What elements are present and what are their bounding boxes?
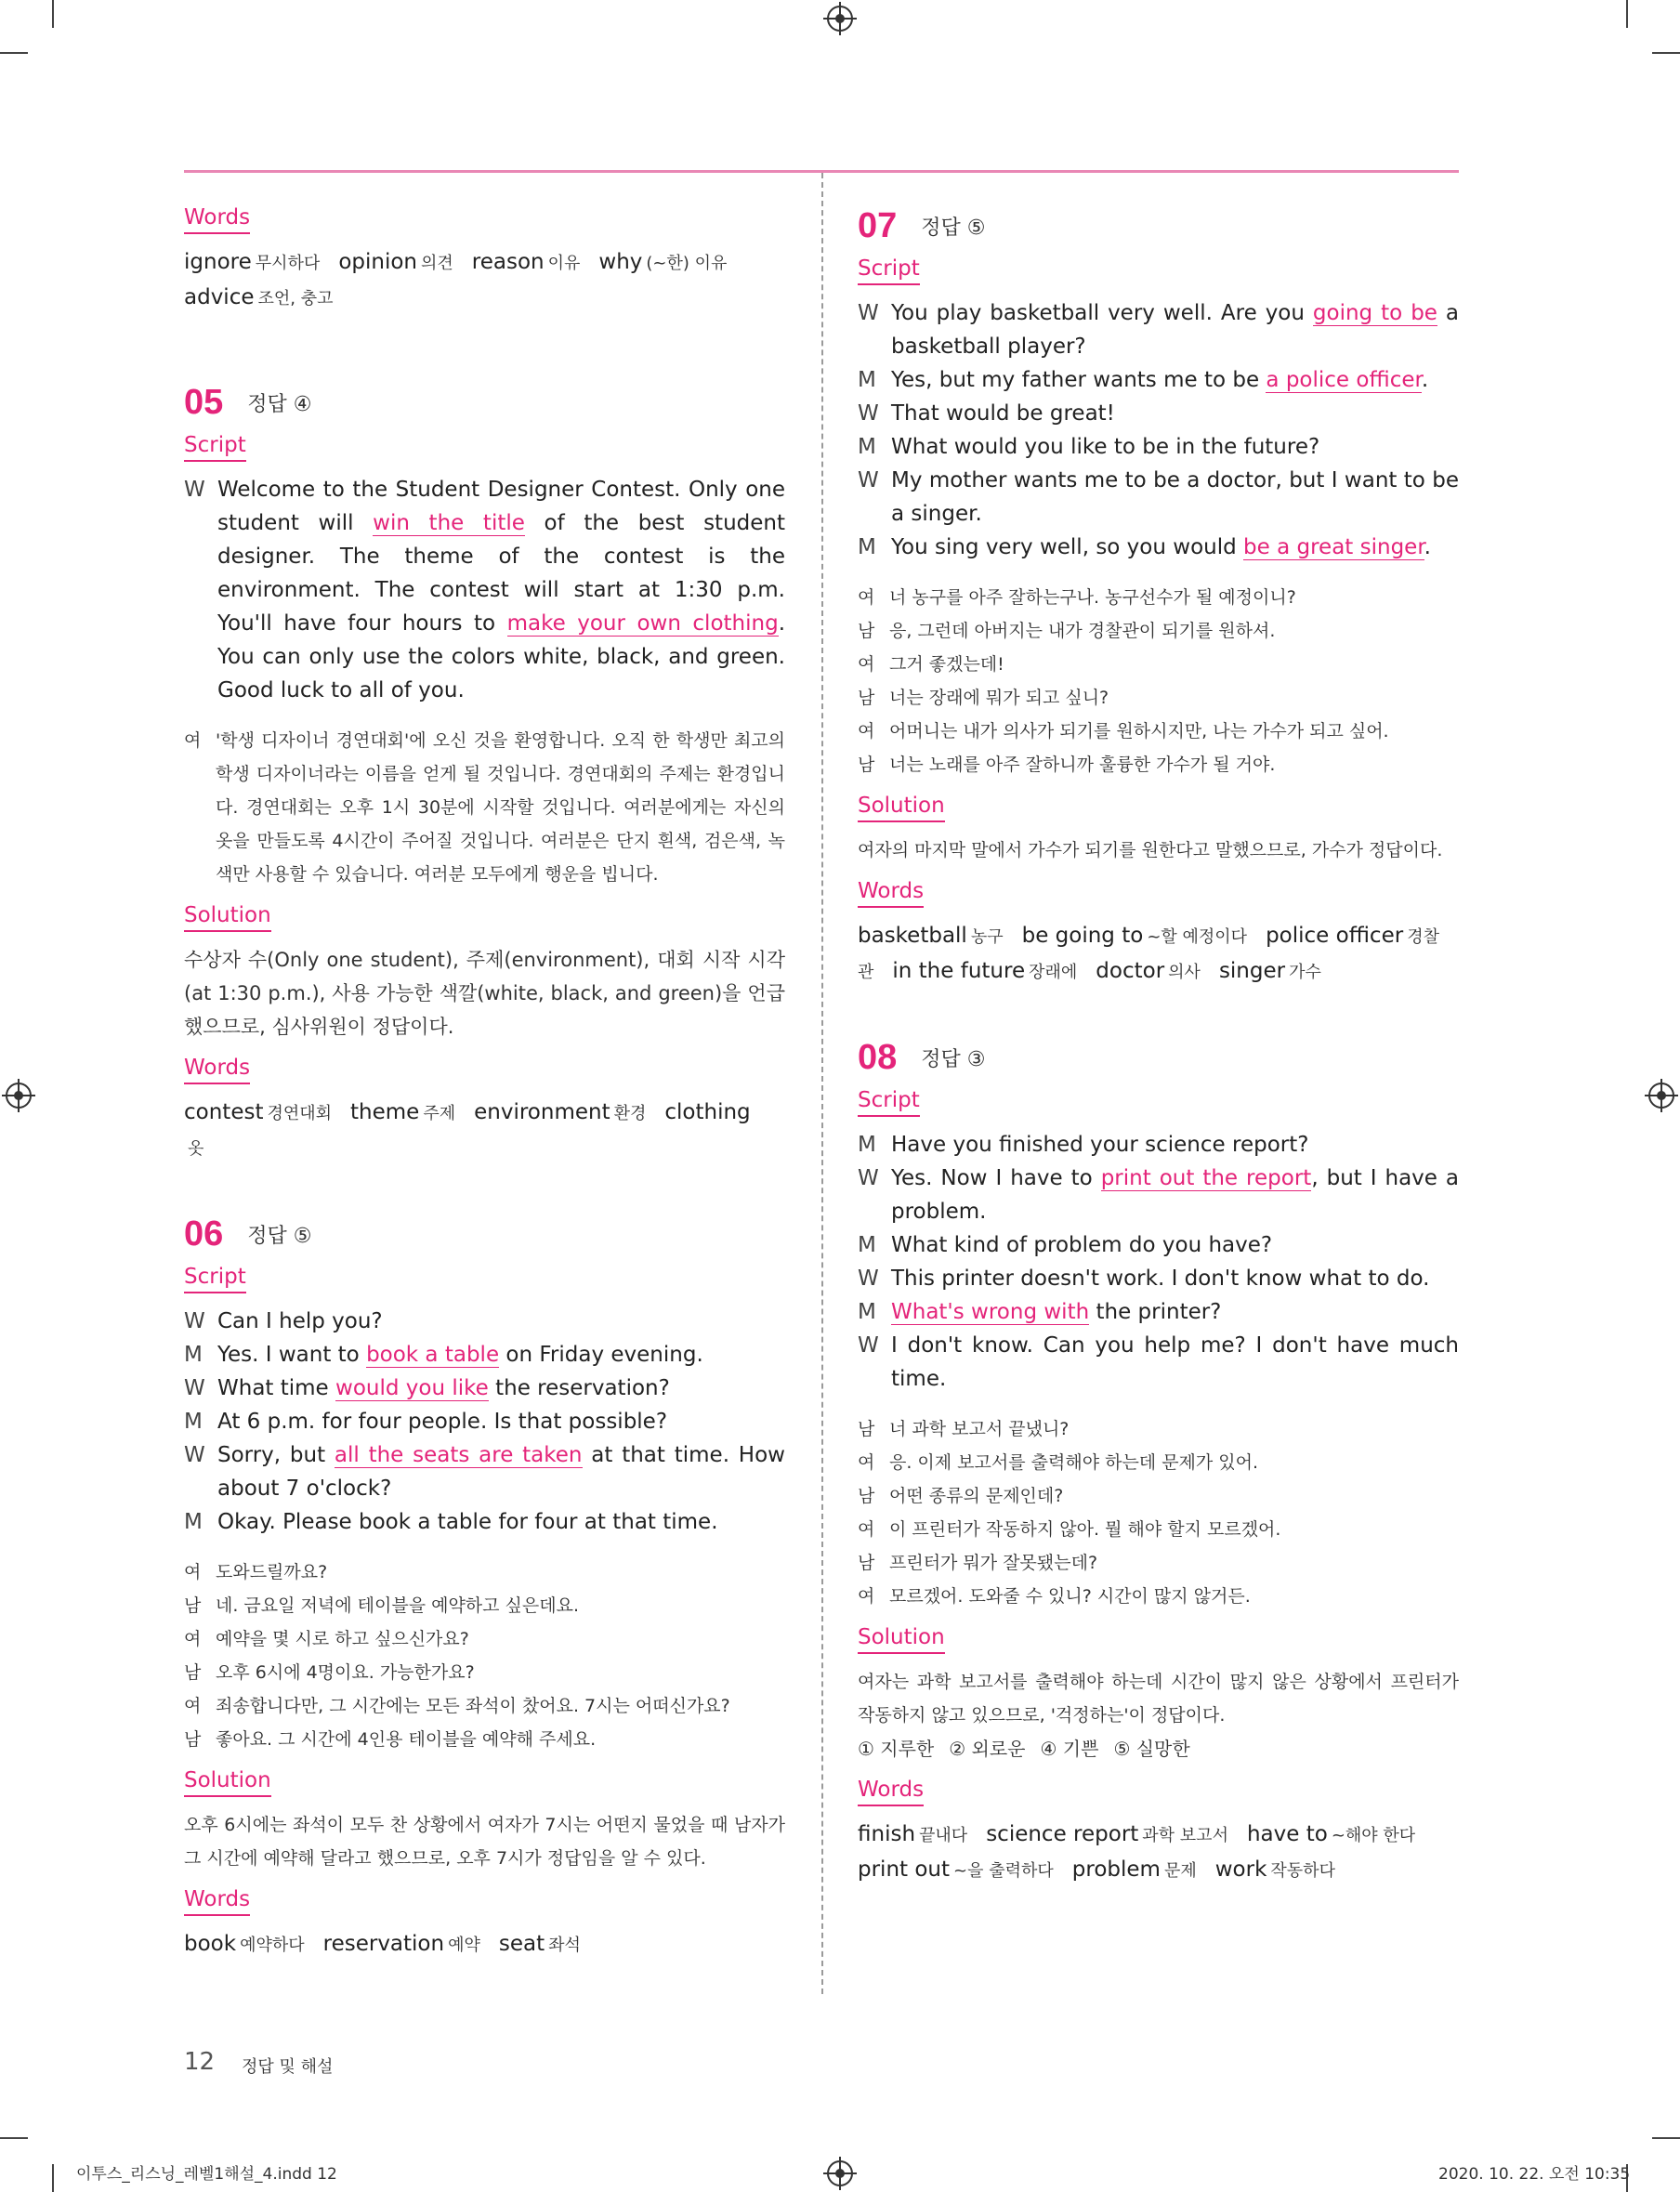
speaker-label: 여 — [184, 730, 202, 751]
script-text — [891, 1262, 1459, 1295]
translation-text: 도와드릴까요? — [216, 1562, 328, 1582]
word-en: why — [598, 250, 643, 274]
word-list — [858, 1818, 1459, 1888]
speaker-label: W — [858, 401, 879, 426]
speaker-label: 남 — [858, 755, 875, 775]
word-en: reservation — [322, 1932, 445, 1956]
script-text — [217, 1505, 785, 1539]
script-text — [891, 397, 1459, 430]
word-list — [184, 1927, 785, 1962]
korean-translation — [858, 1412, 1459, 1613]
solution-text: 수상자 수(Only one student), 주제(environment), 대회 시작 시각(at 1:30 p.m.), 사용 가능한 색깔(white, black, and green)을 언급했으므로, 심사위원이 정답이다. — [184, 949, 785, 1038]
speaker-label: 여 — [184, 1696, 202, 1716]
text-run: Welcome to the Student Designer Contest. Only one student will — [217, 478, 785, 535]
translation-text: 프린터가 뭐가 잘못됐는데? — [889, 1553, 1098, 1573]
translation-line — [858, 581, 1459, 614]
section-title: Solution — [184, 1767, 271, 1797]
script-section — [858, 1087, 1459, 1396]
word-en: seat — [498, 1932, 545, 1956]
script-text — [891, 1128, 1459, 1162]
crop-mark — [1652, 52, 1680, 54]
section-title: Words — [184, 1886, 250, 1916]
word-en: advice — [184, 285, 255, 309]
translation-line — [858, 1580, 1459, 1613]
section-title: Words — [858, 1777, 924, 1806]
right-column — [858, 206, 1459, 1888]
script-section — [858, 256, 1459, 564]
key-phrase: would you like — [335, 1376, 489, 1400]
option-item: ① 지루한 — [858, 1738, 935, 1760]
text-run: a basketball player? — [891, 301, 1460, 359]
question-header — [858, 206, 1459, 246]
word-ko: 문제 — [1163, 1861, 1197, 1881]
speaker-label: M — [184, 1410, 203, 1434]
word-ko: 무시하다 — [255, 254, 321, 273]
script-line — [184, 1405, 785, 1438]
key-phrase: win the title — [373, 511, 525, 535]
translation-text: 오후 6시에 4명이요. 가능한가요? — [216, 1662, 475, 1683]
translation-text: 너 과학 보고서 끝냈니? — [889, 1419, 1070, 1439]
speaker-label: M — [858, 435, 876, 459]
speaker-label: 남 — [184, 1662, 202, 1683]
word-en: contest — [184, 1100, 264, 1124]
text-run: I don't know. Can you help me? I don't have much time. — [891, 1333, 1459, 1391]
question-06 — [184, 1214, 785, 1962]
key-phrase: print out the report — [1100, 1166, 1312, 1190]
section-title: Words — [858, 878, 924, 908]
translation-text: 어머니는 내가 의사가 되기를 원하시지만, 나는 가수가 되고 싶어. — [889, 721, 1389, 742]
script-text — [217, 1305, 785, 1338]
word-ko: 예약하다 — [240, 1936, 305, 1955]
word-en: environment — [474, 1100, 610, 1124]
script-lines — [858, 1128, 1459, 1396]
question-header — [858, 1038, 1459, 1078]
speaker-label: 여 — [858, 1519, 875, 1540]
speaker-label: W — [858, 1166, 879, 1190]
translation-text: 응. 이제 보고서를 출력해야 하는데 문제가 있어. — [889, 1452, 1259, 1473]
script-line — [858, 397, 1459, 430]
script-text — [891, 1228, 1459, 1262]
print-slug-date: 2020. 10. 22. 오전 10:35 — [1438, 2165, 1631, 2184]
question-number: 05 — [184, 383, 224, 422]
script-line — [858, 531, 1459, 564]
text-run: on Friday evening. — [499, 1343, 703, 1367]
translation-text: 이 프린터가 작동하지 않아. 뭘 해야 할지 모르겠어. — [889, 1519, 1281, 1540]
words-section — [184, 1055, 785, 1166]
script-text — [217, 1405, 785, 1438]
script-text — [891, 1295, 1459, 1329]
speaker-label: 남 — [858, 688, 875, 708]
translation-text: 예약을 몇 시로 하고 싶으신가요? — [216, 1629, 469, 1649]
translation-line — [858, 1446, 1459, 1479]
section-title: Script — [184, 1264, 246, 1293]
speaker-label: 남 — [858, 1553, 875, 1573]
word-ko: ~을 출력하다 — [953, 1861, 1054, 1881]
translation-line — [858, 715, 1459, 748]
key-phrase: be a great singer — [1243, 535, 1424, 559]
translation-line — [184, 724, 785, 891]
word-en: doctor — [1096, 959, 1165, 983]
script-line — [858, 1329, 1459, 1396]
text-run: . — [1424, 535, 1431, 559]
speaker-label: W — [858, 1333, 879, 1358]
word-en: basketball — [858, 924, 967, 948]
translation-text: 죄송합니다만, 그 시간에는 모든 좌석이 찼어요. 7시는 어떠신가요? — [216, 1696, 730, 1716]
text-run: Sorry, but — [217, 1443, 335, 1467]
speaker-label: 여 — [858, 587, 875, 608]
solution-text: 여자는 과학 보고서를 출력해야 하는데 시간이 많지 않은 상황에서 프린터가 작동하지 않고 있으므로, '걱정하는'이 정답이다. — [858, 1672, 1459, 1726]
option-item: ⑤ 실망한 — [1113, 1738, 1190, 1760]
word-en: be going to — [1021, 924, 1144, 948]
answer-label: 정답 ⑤ — [921, 217, 986, 240]
speaker-label: 남 — [858, 621, 875, 641]
word-en: book — [184, 1932, 237, 1956]
print-slug-file: 이투스_리스닝_레벨1해설_4.indd 12 — [76, 2165, 337, 2184]
solution-section — [184, 1767, 785, 1875]
question-07 — [858, 206, 1459, 990]
translation-line — [184, 1555, 785, 1589]
speaker-label: 남 — [184, 1729, 202, 1750]
text-run: You sing very well, so you would — [891, 535, 1244, 559]
word-en: opinion — [338, 250, 417, 274]
translation-line — [858, 1513, 1459, 1546]
words-block — [184, 204, 785, 316]
registration-mark-icon — [6, 1083, 32, 1109]
crop-mark — [0, 52, 28, 54]
section-title: Words — [184, 1055, 250, 1084]
word-ko: 과학 보고서 — [1142, 1826, 1228, 1845]
word-en: have to — [1246, 1822, 1328, 1846]
word-ko: 경연대회 — [267, 1104, 333, 1123]
word-ko: (~한) 이유 — [646, 254, 728, 273]
word-ko: 이유 — [547, 254, 581, 273]
text-run: , but I have a problem. — [891, 1166, 1460, 1224]
word-list — [858, 919, 1459, 990]
text-run: Yes. I want to — [217, 1343, 367, 1367]
script-line — [858, 430, 1459, 464]
script-line — [184, 1438, 785, 1505]
text-run: the reservation? — [488, 1376, 670, 1400]
word-ko: 의견 — [421, 254, 453, 273]
translation-line — [858, 614, 1459, 648]
script-line — [184, 473, 785, 707]
key-phrase: make your own clothing — [506, 611, 779, 636]
korean-translation — [184, 724, 785, 891]
speaker-label: W — [858, 468, 879, 492]
word-en: reason — [471, 250, 545, 274]
speaker-label: M — [858, 1233, 876, 1257]
question-header — [184, 1214, 785, 1254]
text-run: . — [1421, 368, 1429, 392]
option-item: ④ 기쁜 — [1040, 1738, 1099, 1760]
key-phrase: What's wrong with — [891, 1300, 1090, 1324]
answer-label: 정답 ④ — [247, 393, 312, 416]
answer-label: 정답 ⑤ — [247, 1225, 312, 1248]
word-list — [184, 1096, 785, 1166]
key-phrase: a police officer — [1266, 368, 1422, 392]
word-ko: 가수 — [1289, 963, 1321, 982]
korean-translation — [184, 1555, 785, 1756]
translation-text: 너는 노래를 아주 잘하니까 훌륭한 가수가 될 거야. — [889, 755, 1276, 775]
speaker-label: M — [858, 535, 876, 559]
option-item: ② 외로운 — [949, 1738, 1026, 1760]
speaker-label: 여 — [858, 1452, 875, 1473]
script-line — [184, 1372, 785, 1405]
translation-line — [184, 1723, 785, 1756]
key-phrase: book a table — [366, 1343, 500, 1367]
text-run: This printer doesn't work. I don't know what to do. — [891, 1267, 1430, 1291]
speaker-label: 남 — [184, 1595, 202, 1616]
word-ko: 예약 — [448, 1936, 480, 1955]
script-line — [858, 363, 1459, 397]
words-section — [858, 878, 1459, 990]
solution-section — [858, 793, 1459, 867]
left-column — [184, 204, 785, 1962]
section-title: Solution — [858, 1624, 945, 1654]
script-text — [217, 473, 785, 707]
word-en: work — [1214, 1857, 1267, 1882]
script-text — [217, 1372, 785, 1405]
crop-mark — [1626, 0, 1628, 28]
word-en: finish — [858, 1822, 916, 1846]
speaker-label: 남 — [858, 1486, 875, 1506]
section-title: Script — [858, 1087, 920, 1117]
word-ko: 경찰관 — [858, 927, 1439, 982]
question-number: 08 — [858, 1038, 898, 1077]
speaker-label: W — [184, 1376, 205, 1400]
question-header — [184, 383, 785, 423]
page-number: 12 — [184, 2048, 216, 2076]
script-line — [858, 1262, 1459, 1295]
script-line — [184, 1305, 785, 1338]
script-text — [891, 363, 1459, 397]
section-title: Words — [184, 204, 250, 234]
speaker-label: M — [184, 1510, 203, 1534]
speaker-label: W — [858, 301, 879, 325]
speaker-label: 여 — [858, 654, 875, 675]
script-text — [891, 1162, 1459, 1228]
word-ko: ~할 예정이다 — [1147, 927, 1248, 947]
word-ko: 옷 — [188, 1139, 204, 1159]
answer-label: 정답 ③ — [921, 1048, 986, 1071]
question-08 — [858, 1038, 1459, 1888]
section-title: Script — [858, 256, 920, 285]
answer-options — [858, 1732, 1459, 1765]
speaker-label: M — [858, 1300, 876, 1324]
text-run: That would be great! — [891, 401, 1115, 426]
speaker-label: W — [184, 478, 205, 502]
translation-text: 너 농구를 아주 잘하는구나. 농구선수가 될 예정이니? — [889, 587, 1296, 608]
question-05 — [184, 383, 785, 1166]
column-divider — [821, 173, 823, 1994]
translation-line — [858, 1412, 1459, 1446]
script-line — [858, 1128, 1459, 1162]
word-en: clothing — [664, 1100, 751, 1124]
speaker-label: M — [858, 368, 876, 392]
korean-translation — [858, 581, 1459, 781]
key-phrase: going to be — [1312, 301, 1437, 325]
word-ko: 주제 — [423, 1104, 456, 1123]
registration-mark-icon — [827, 2160, 853, 2186]
script-line — [858, 296, 1459, 363]
solution-text: 오후 6시에는 좌석이 모두 찬 상황에서 여자가 7시는 어떤지 물었을 때 남자가 그 시간에 예약해 달라고 했으므로, 오후 7시가 정답임을 알 수 있다. — [184, 1815, 785, 1869]
speaker-label: 여 — [184, 1562, 202, 1582]
word-ko: 농구 — [970, 927, 1004, 947]
script-text — [891, 430, 1459, 464]
text-run: . You can only use the colors white, black, and green. Good luck to all of you. — [217, 611, 785, 702]
word-list — [184, 245, 785, 316]
script-line — [858, 1295, 1459, 1329]
translation-text: 응, 그런데 아버지는 내가 경찰관이 되기를 원하셔. — [889, 621, 1276, 641]
script-line — [184, 1505, 785, 1539]
section-title: Script — [184, 432, 246, 462]
word-en: science report — [986, 1822, 1139, 1846]
word-ko: 끝내다 — [919, 1826, 968, 1845]
speaker-label: 남 — [858, 1419, 875, 1439]
key-phrase: all the seats are taken — [334, 1443, 583, 1467]
text-run: My mother wants me to be a doctor, but I want to be a singer. — [891, 468, 1459, 526]
text-run: Okay. Please book a table for four at that time. — [217, 1510, 718, 1534]
translation-text: '학생 디자이너 경연대회'에 오신 것을 환영합니다. 오직 한 학생만 최고의 학생 디자이너라는 이름을 얻게 될 것입니다. 경연대회의 주제는 환경입니다. 경연대회는 오후 1시 30분에 시작할 것입니다. 여러분에게는 자신의 옷을 만들도록 4시간이 주어질 것입니다. 여러분은 단지 흰색, 검은색, 녹색만 사용할 수 있습니다. 여러분 모두에게 행운을 빕니다. — [216, 730, 785, 885]
crop-mark — [52, 2164, 54, 2192]
solution-section — [858, 1624, 1459, 1765]
text-run: of the best student designer. The theme of the contest is the environment. The contest will start at 1:30 p.m. You'll have four hours to — [217, 511, 785, 636]
crop-mark — [0, 2137, 28, 2139]
translation-text: 네. 금요일 저녁에 테이블을 예약하고 싶은데요. — [216, 1595, 580, 1616]
section-title: Solution — [858, 793, 945, 822]
script-text — [217, 1338, 785, 1372]
script-line — [858, 464, 1459, 531]
registration-mark-icon — [827, 6, 853, 32]
translation-line — [858, 1546, 1459, 1580]
translation-line — [184, 1589, 785, 1622]
translation-text: 어떤 종류의 문제인데? — [889, 1486, 1064, 1506]
word-ko: 의사 — [1168, 963, 1201, 982]
word-ko: 조언, 충고 — [257, 289, 334, 308]
script-section — [184, 1264, 785, 1539]
text-run: Can I help you? — [217, 1309, 383, 1333]
word-en: in the future — [892, 959, 1026, 983]
translation-line — [858, 748, 1459, 781]
word-en: ignore — [184, 250, 252, 274]
script-text — [217, 1438, 785, 1505]
translation-line — [184, 1689, 785, 1723]
text-run: Have you finished your science report? — [891, 1133, 1309, 1157]
word-ko: 장래에 — [1029, 963, 1078, 982]
word-ko: 작동하다 — [1270, 1861, 1335, 1881]
speaker-label: W — [184, 1309, 205, 1333]
question-number: 06 — [184, 1214, 224, 1254]
text-run: Yes, but my father wants me to be — [891, 368, 1267, 392]
translation-line — [184, 1622, 785, 1656]
crop-mark — [1652, 2137, 1680, 2139]
translation-line — [858, 681, 1459, 715]
script-line — [184, 1338, 785, 1372]
speaker-label: W — [184, 1443, 205, 1467]
word-en: police officer — [1266, 924, 1404, 948]
text-run: at that time. How about 7 o'clock? — [217, 1443, 785, 1501]
translation-text: 모르겠어. 도와줄 수 있니? 시간이 많지 않거든. — [889, 1586, 1251, 1607]
script-lines — [184, 473, 785, 707]
speaker-label: 여 — [858, 721, 875, 742]
script-text — [891, 1329, 1459, 1396]
solution-text: 여자의 마지막 말에서 가수가 되기를 원한다고 말했으므로, 가수가 정답이다. — [858, 840, 1443, 860]
word-ko: 환경 — [613, 1104, 647, 1123]
script-line — [858, 1228, 1459, 1262]
text-run: What kind of problem do you have? — [891, 1233, 1273, 1257]
speaker-label: M — [858, 1133, 876, 1157]
speaker-label: 여 — [858, 1586, 875, 1607]
text-run: the printer? — [1089, 1300, 1222, 1324]
text-run: Yes. Now I have to — [891, 1166, 1101, 1190]
translation-line — [184, 1656, 785, 1689]
speaker-label: M — [184, 1343, 203, 1367]
solution-section — [184, 902, 785, 1043]
question-number: 07 — [858, 206, 898, 245]
translation-line — [858, 1479, 1459, 1513]
section-title: Solution — [184, 902, 271, 932]
script-line — [858, 1162, 1459, 1228]
script-lines — [858, 296, 1459, 564]
footer-label: 정답 및 해설 — [242, 2057, 334, 2077]
speaker-label: W — [858, 1267, 879, 1291]
crop-mark — [52, 0, 54, 28]
text-run: You play basketball very well. Are you — [891, 301, 1313, 325]
translation-text: 너는 장래에 뭐가 되고 싶니? — [889, 688, 1109, 708]
translation-text: 그거 좋겠는데! — [889, 654, 1004, 675]
script-lines — [184, 1305, 785, 1539]
text-run: What time — [217, 1376, 336, 1400]
script-text — [891, 296, 1459, 363]
word-ko: ~해야 한다 — [1331, 1826, 1416, 1845]
word-en: singer — [1218, 959, 1286, 983]
script-text — [891, 531, 1459, 564]
word-en: problem — [1071, 1857, 1161, 1882]
word-en: print out — [858, 1857, 951, 1882]
script-section — [184, 432, 785, 707]
text-run: What would you like to be in the future? — [891, 435, 1320, 459]
translation-line — [858, 648, 1459, 681]
word-ko: 좌석 — [548, 1936, 581, 1955]
words-section — [184, 1886, 785, 1962]
translation-text: 좋아요. 그 시간에 4인용 테이블을 예약해 주세요. — [216, 1729, 597, 1750]
script-text — [891, 464, 1459, 531]
words-section — [858, 1777, 1459, 1888]
registration-mark-icon — [1648, 1083, 1674, 1109]
speaker-label: 여 — [184, 1629, 202, 1649]
text-run: At 6 p.m. for four people. Is that possible? — [217, 1410, 668, 1434]
word-en: theme — [350, 1100, 420, 1124]
